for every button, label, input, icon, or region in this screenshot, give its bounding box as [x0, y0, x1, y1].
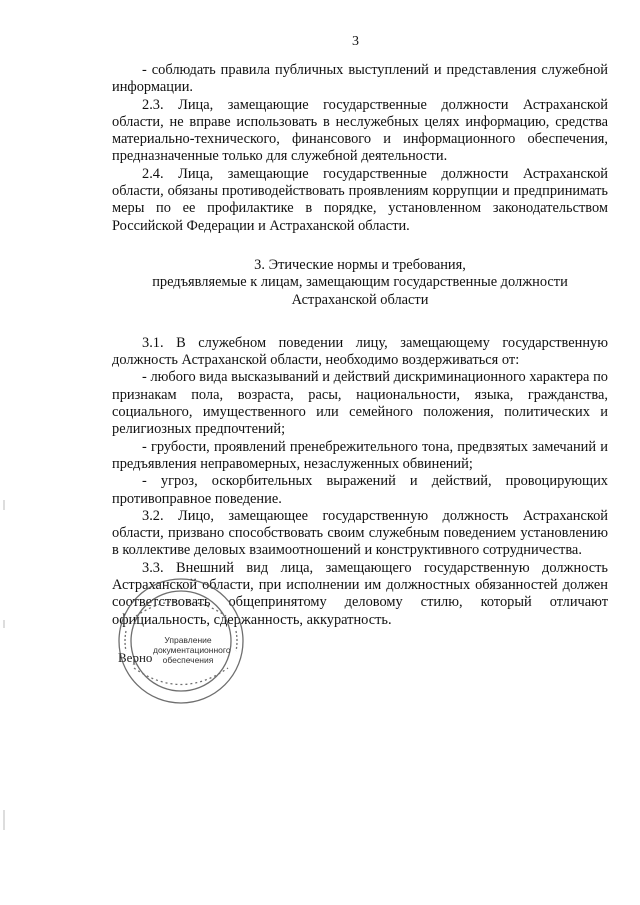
stamp-line-2: документационного — [153, 645, 231, 655]
scan-margin-marks — [0, 0, 12, 905]
paragraph-3-2: 3.2. Лицо, замещающее государственную должность Астраханской области, призвано способствовать своим служебным поведением установлению в коллективе деловых взаимоотношений и конструктивного сотрудничества. — [112, 507, 608, 559]
paragraph-2-4: 2.4. Лица, замещающие государственные должности Астраханской области, обязаны противодействовать проявлениям коррупции и предпринимать меры по ее профилактике в порядке, установленном законодательством Российской Федерации и Астраханской области. — [112, 165, 608, 234]
list-item-threats: - угроз, оскорбительных выражений и действий, провоцирующих противоправное поведение. — [112, 473, 608, 507]
stamp-line-3: обеспечения — [162, 655, 214, 665]
paragraph-2-3: 2.3. Лица, замещающие государственные должности Астраханской области, не вправе использовать в неслужебных целях информацию, средства материально-технического, финансового и информационного обеспечения, предназначенные только для служебной деятельности. — [112, 96, 608, 165]
list-item-rudeness: - грубости, проявлений пренебрежительного тона, предвзятых замечаний и предъявления неправомерных, незаслуженных обвинений; — [112, 438, 608, 472]
verno-mark: Верно — [118, 650, 153, 665]
list-item-discrimination: - любого вида высказываний и действий дискриминационного характера по признакам пола, возраста, расы, национальности, языка, гражданства, социального, имущественного или семейного положения, политических и религиозных предпочтений; — [112, 369, 608, 438]
paragraph-3-3: 3.3. Внешний вид лица, замещающего государственную должность Астраханской области, при исполнении им должностных обязанностей должен соответствовать общепринятому деловому стилю, который отличают официальность, сдержанность, аккуратность. — [112, 559, 608, 628]
paragraph-public-speaking: - соблюдать правила публичных выступлений и представления служебной информации. — [112, 62, 608, 96]
paragraph-3-1: 3.1. В служебном поведении лицу, замещающему государственную должность Астраханской области, необходимо воздерживаться от: — [112, 334, 608, 369]
page-number: 3 — [352, 34, 359, 49]
document-body — [112, 62, 608, 629]
stamp-line-1: Управление — [164, 635, 212, 645]
section-title — [112, 257, 608, 309]
stamp-caption — [153, 635, 231, 665]
section-title-line-2: предъявляемые к лицам, замещающим государственные должности Астраханской области — [152, 274, 568, 308]
section-title-line-1: 3. Этические нормы и требования, — [254, 256, 466, 273]
